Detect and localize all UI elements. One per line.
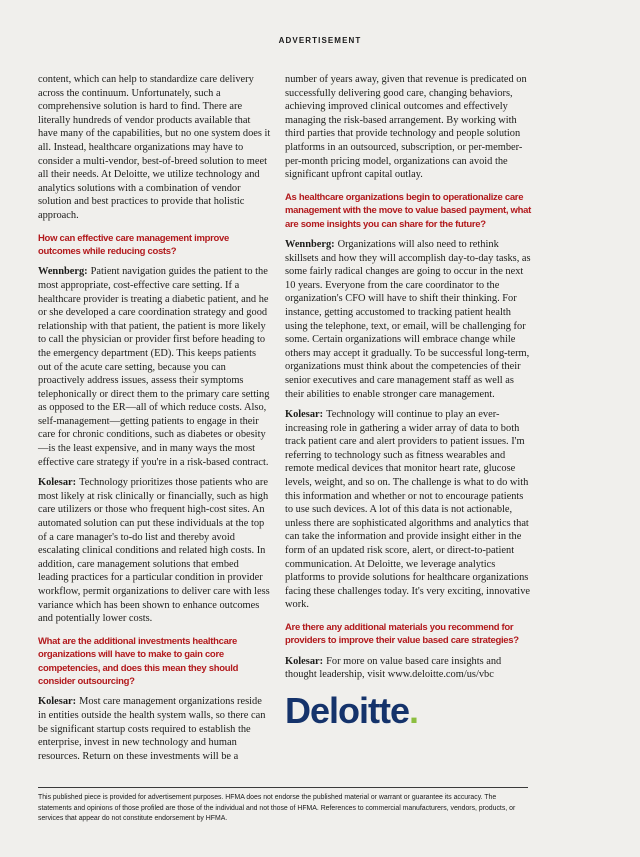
deloitte-wordmark: Deloitte xyxy=(285,690,410,731)
question-heading: Are there any additional materials you recommend for providers to improve their value based care strategies? xyxy=(285,622,519,647)
deloitte-logo xyxy=(285,691,532,731)
disclaimer-text: This published piece is provided for advertisement purposes. HFMA does not endorse the published material or warrant or guarantee its accuracy. The statements and opinions of those profiled are those of the individual and not those of HFMA. References to commercial manufacturers, vendors, products, or services that appear do not constitute endorsement by HFMA. xyxy=(38,794,516,823)
speaker-label: Kolesar: xyxy=(38,477,77,489)
answer-paragraph xyxy=(38,476,271,626)
deloitte-logo-dot: . xyxy=(409,690,419,731)
question-heading: As healthcare organizations begin to operationalize care management with the move to value based payment, what are some insights you can share for the future? xyxy=(285,191,531,230)
intro-paragraph: content, which can help to standardize care delivery across the continuum. Unfortunately, such a comprehensive solution is hard to find. There are literally hundreds of vendor products available that have many of the capabilities, but no one system does it all. Instead, healthcare organizations may have to consider a multi-vendor, best-of-breed solution to meet all their needs. At Deloitte, we utilize technology and analytics solutions with a combination of vendor solution and best practices to provide that holistic approach. xyxy=(38,74,271,221)
answer-text: Patient navigation guides the patient to the most appropriate, cost-effective care setting. If a healthcare provider is treating a diabetic patient, and he or she developed a care coordination strategy and good relationship with that patient, the patient is more likely to call the physician or provider first before heading to the emergency department (ED). This keeps patients out of the acute care setting, because you can proactively address issues, assess their symptoms telephonically or direct them to the primary care setting as opposed to the ER—all of which reduce costs. Also, self-management—getting patients to engage in their care for chronic conditions, such as diabetes or obesity—is the least expensive, and in many ways the most effective care strategy if you're in a risk-based contract. xyxy=(38,266,270,468)
speaker-label: Kolesar: xyxy=(38,696,77,708)
question-heading: What are the additional investments healthcare organizations will have to make to gain core competencies, and does this mean they should consider outsourcing? xyxy=(38,635,239,687)
answer-text: Technology will continue to play an ever-increasing role in gathering a wider array of data to both track patient care and alert providers to patient issues. I'm referring to technology such as fitness wearables and remote medical devices that monitor heart rate, glucose levels, weight, and so on. The challenge is what to do with this information and whether or not to encourage patients to use such devices. A lot of this data is not actionable, unless there are sophisticated algorithms and analytics that can take the information and provide insight either in the form of an updated risk score, alert, or direct-to-patient communication. At Deloitte, we leverage analytics platforms to provide solutions for healthcare organizations facing these challenges today. It's very exciting, innovative work. xyxy=(285,409,531,611)
speaker-label: Kolesar: xyxy=(285,409,324,421)
answer-text: Most care management organizations reside in entities outside the health system walls, so there can be significant startup costs required to establish the enterprise, invest in new technology and human resources. Return on these investments will be a xyxy=(38,696,266,762)
speaker-label: Wennberg: xyxy=(38,266,88,278)
answer-paragraph xyxy=(285,408,532,612)
answer-paragraph xyxy=(285,238,532,401)
answer-paragraph xyxy=(285,655,532,682)
answer-text: Organizations will also need to rethink skillsets and how they will accomplish day-to-day tasks, as some fairly radical changes are going to occur in the next 10 years. Everyone from the care coordinator to the organization's CFO will have to shift their thinking. For instance, getting accustomed to tracking patient health using the telephone, text, or email, will be challenging for some. Certain organizations will embrace change while others may accept it gradually. To be successful long-term, organizations must think about the competencies of their senior executives and care management staff as well as their abilities to enable stronger care management. xyxy=(285,238,531,400)
answer-text: For more on value based care insights and thought leadership, visit www.deloitte.com/us/vbc xyxy=(285,655,502,681)
advertisement-label: ADVERTISEMENT xyxy=(278,36,362,45)
question-heading: How can effective care management improve outcomes while reducing costs? xyxy=(38,232,229,257)
answer-paragraph xyxy=(38,265,271,469)
answer-paragraph xyxy=(38,695,271,763)
left-column xyxy=(38,73,271,770)
speaker-label: Kolesar: xyxy=(285,655,324,667)
speaker-label: Wennberg: xyxy=(285,238,335,250)
right-column xyxy=(285,73,532,731)
footer-disclaimer xyxy=(38,787,528,825)
intro-paragraph: number of years away, given that revenue is predicated on successfully delivering good care, changing behaviors, achieving improved clinical outcomes and effectively managing the risk-based arrangement. By working with third parties that provide technology and people solution platforms in an outsourced, subscription, or per-member-per-month pricing model, organizations can avoid the significant upfront capital outlay. xyxy=(285,74,527,181)
answer-text: Technology prioritizes those patients who are most likely at risk clinically or financially, such as high care utilizers or those who frequent high-cost sites. An automated solution can put these individuals at the top of a care manager's to-do list and thereby avoid escalating clinical conditions and related high costs. In addition, care management solutions that embed leading practices for a particular condition in provider workflow, permit organizations to deliver care with less variance which has been shown to enhance outcomes and potentially lower costs. xyxy=(38,477,270,625)
